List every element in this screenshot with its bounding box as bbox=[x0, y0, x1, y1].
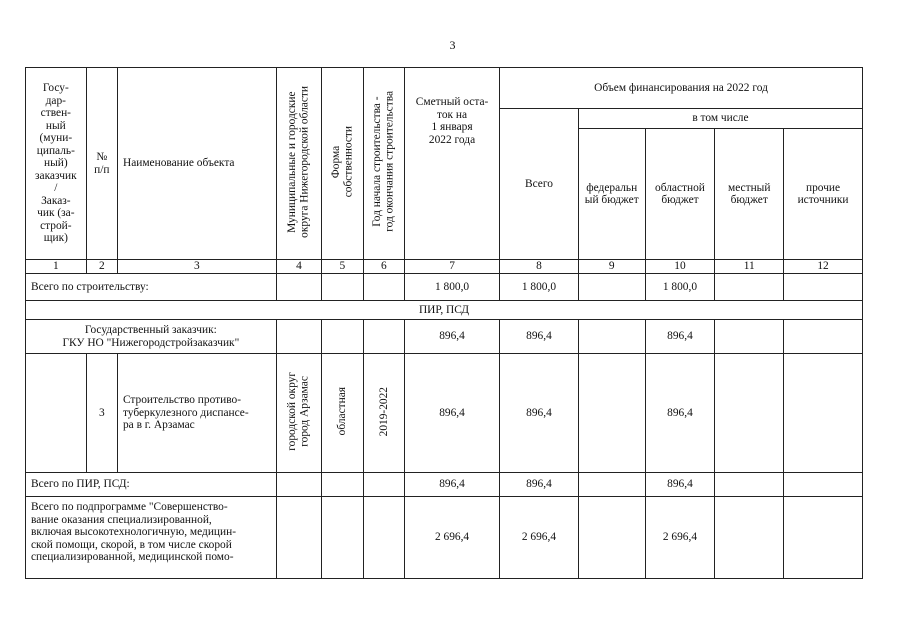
financing-table bbox=[25, 67, 863, 579]
header-other: прочие источники bbox=[784, 129, 863, 260]
header-customer: Госу- дар- ствен- ный (муни- ципаль- ный) заказчик / Заказ- чик (за- строй- щик) bbox=[26, 68, 87, 260]
column-number: 6 bbox=[363, 260, 404, 274]
cell-ownership: областная bbox=[336, 387, 349, 436]
header-including: в том числе bbox=[578, 109, 862, 129]
table-row bbox=[26, 320, 863, 354]
column-number: 5 bbox=[322, 260, 363, 274]
cell-total: 2 696,4 bbox=[500, 497, 579, 579]
header-object-name: Наименование объекта bbox=[117, 68, 276, 260]
header-financing-total: Объем финансирования на 2022 год bbox=[500, 68, 863, 109]
subprogram-label: Всего по подпрограмме "Совершенство- вание оказания специализированной, включая высокотехнологичную, медицин- ской помощи, скорой, в том числе скорой специализированной, медицинской помо- bbox=[26, 497, 277, 579]
cell-balance: 1 800,0 bbox=[405, 274, 500, 301]
header-federal: федеральн ый бюджет bbox=[578, 129, 645, 260]
column-number: 3 bbox=[117, 260, 276, 274]
header-local: местный бюджет bbox=[715, 129, 784, 260]
header-municipality: Муниципальные и городские округа Нижегородской области bbox=[286, 85, 311, 238]
customer-label: Государственный заказчик: ГКУ НО "Нижегородстройзаказчик" bbox=[26, 320, 277, 354]
table-row bbox=[26, 473, 863, 497]
table-row bbox=[26, 497, 863, 579]
section-title: ПИР, ПСД bbox=[26, 301, 863, 320]
table-row bbox=[26, 354, 863, 473]
cell-regional: 1 800,0 bbox=[645, 274, 715, 301]
header-ownership: Форма собственности bbox=[329, 126, 355, 198]
header-estimate-balance: Сметный оста- ток на 1 января 2022 года bbox=[405, 68, 500, 260]
cell-total: 896,4 bbox=[500, 320, 579, 354]
column-number: 12 bbox=[784, 260, 863, 274]
column-number: 1 bbox=[26, 260, 87, 274]
cell-regional: 2 696,4 bbox=[645, 497, 715, 579]
header-years: Год начала строительства - год окончания строительства bbox=[371, 91, 396, 233]
column-number: 2 bbox=[86, 260, 117, 274]
cell-municipality: городской округ город Арзамас bbox=[286, 371, 311, 451]
object-name: Строительство противо- туберкулезного диспансе- ра в г. Арзамас bbox=[117, 354, 276, 473]
row-label: Всего по ПИР, ПСД: bbox=[26, 473, 277, 497]
cell-balance: 896,4 bbox=[405, 320, 500, 354]
cell-total: 896,4 bbox=[500, 354, 579, 473]
column-number: 10 bbox=[645, 260, 715, 274]
header-total: Всего bbox=[500, 109, 579, 260]
cell-years: 2019-2022 bbox=[377, 386, 390, 436]
column-number: 4 bbox=[276, 260, 321, 274]
cell-npp: 3 bbox=[86, 354, 117, 473]
cell-regional: 896,4 bbox=[645, 354, 715, 473]
column-number: 7 bbox=[405, 260, 500, 274]
cell-balance: 896,4 bbox=[405, 473, 500, 497]
page-number: 3 bbox=[449, 38, 456, 52]
cell-total: 896,4 bbox=[500, 473, 579, 497]
table-row bbox=[26, 274, 863, 301]
cell-balance: 2 696,4 bbox=[405, 497, 500, 579]
row-label: Всего по строительству: bbox=[26, 274, 277, 301]
header-regional: областной бюджет bbox=[645, 129, 715, 260]
column-number: 11 bbox=[715, 260, 784, 274]
column-number: 9 bbox=[578, 260, 645, 274]
column-number: 8 bbox=[500, 260, 579, 274]
cell-balance: 896,4 bbox=[405, 354, 500, 473]
header-npp: № п/п bbox=[86, 68, 117, 260]
cell-regional: 896,4 bbox=[645, 473, 715, 497]
cell-total: 1 800,0 bbox=[500, 274, 579, 301]
cell-regional: 896,4 bbox=[645, 320, 715, 354]
